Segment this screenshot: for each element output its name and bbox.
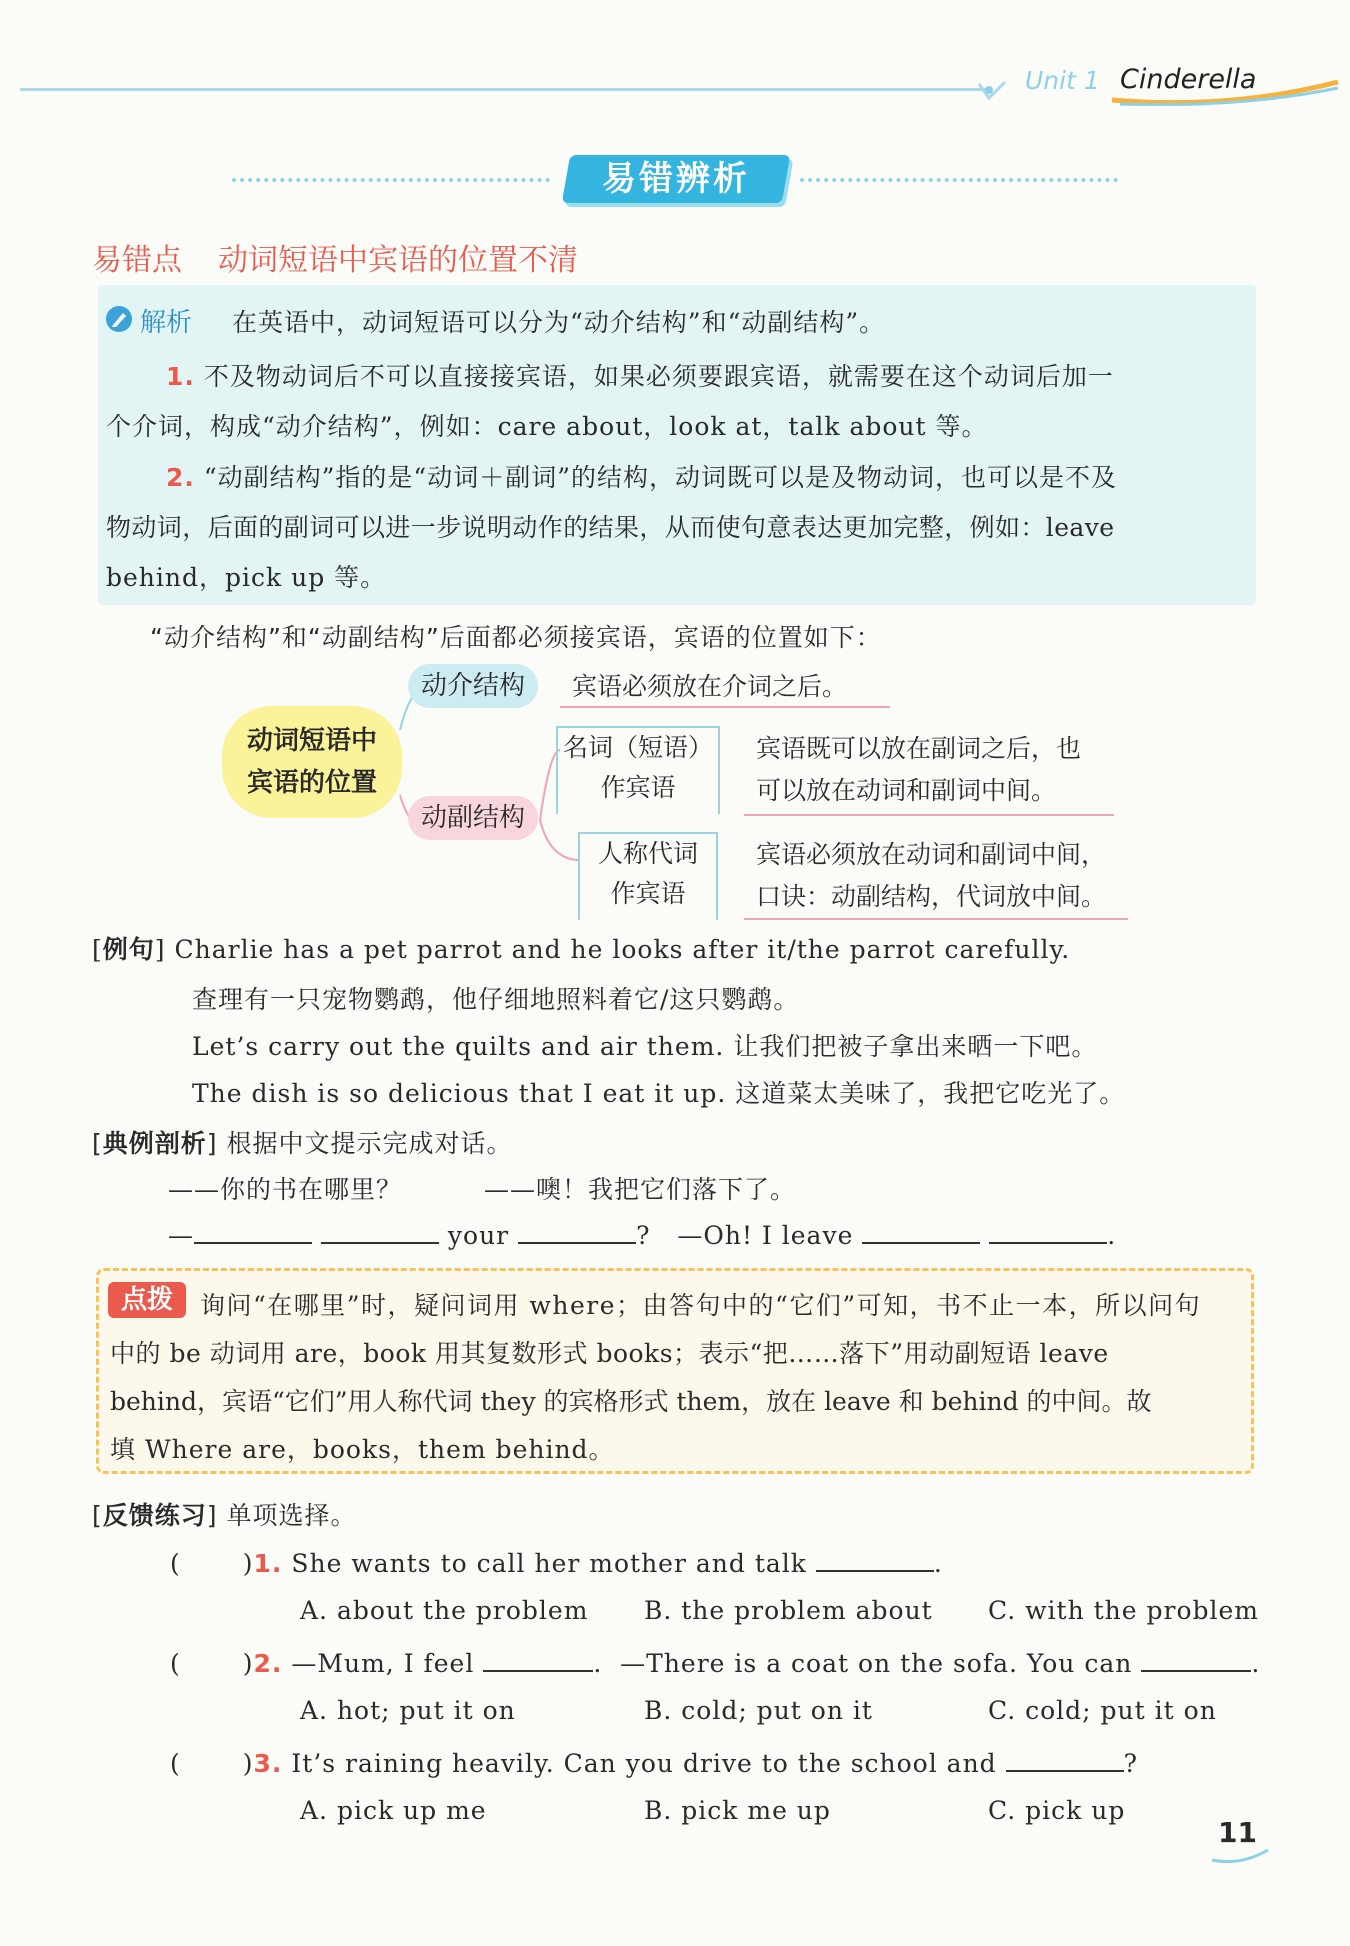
question-1-paren-open: ( [170,1549,181,1578]
error-point-label: 易错点 [92,243,182,278]
question-2-number: 2. [253,1649,283,1678]
header-title: Cinderella [1120,64,1257,95]
question-1-blank[interactable] [816,1546,934,1572]
question-1 [170,1546,943,1578]
mindmap-pronoun-rule-line-1: 宾语必须放在动词和副词中间， [756,840,1107,869]
mindmap-pronoun-rule-line-2: 口诀：动副结构，代词放中间。 [756,882,1107,911]
mindmap-prep-underline [560,706,890,708]
typical-en-period: . [1107,1221,1117,1250]
pencil-icon [106,306,132,332]
example-2-cn: 让我们把被子拿出来晒一下吧。 [733,1032,1098,1061]
example-sentence-1: [例句] Charlie has a pet parrot and he looks after it/the parrot carefully. [92,935,1071,964]
tip-line-4: 填 Where are，books，them behind。 [110,1435,615,1464]
typical-en-dash: — [168,1221,194,1250]
question-3-option-b[interactable]: B. pick me up [644,1796,831,1825]
example-sentence-2 [192,1027,1097,1063]
analysis-point-2-line-3: behind，pick up 等。 [106,563,387,592]
mindmap-pronoun-underline [744,918,1128,920]
mindmap-noun-rule [756,728,1081,812]
example-sentence-3 [192,1074,1125,1110]
answer-blank-4[interactable] [862,1218,980,1244]
practice-label: 反馈练习 [102,1501,207,1530]
typical-label: 典例剖析 [102,1129,207,1158]
question-2-mid: —There is a coat on the sofa. You can [620,1649,1133,1678]
mindmap-center [222,706,402,818]
mindmap-prep-structure: 动介结构 [408,664,538,708]
tip-line-3: behind，宾语“它们”用人称代词 they 的宾格形式 them，放在 leave 和 behind 的中间。故 [110,1387,1152,1416]
mindmap-pronoun-rule [756,834,1106,918]
mindmap-noun-object-line-1: 名词（短语） [562,733,713,762]
answer-blank-2[interactable] [321,1218,439,1244]
mindmap-noun-rule-line-1: 宾语既可以放在副词之后，也 [756,734,1082,763]
question-1-paren-close: ) [242,1549,254,1578]
tip-badge: 点拨 [108,1282,186,1318]
analysis-point-1-line-2: 个介词，构成“动介结构”，例如：care about，look at，talk about 等。 [106,412,988,441]
analysis-point-2 [166,458,1117,494]
analysis-point-1-number: 1. [166,362,195,391]
question-2-stem: —Mum, I feel [291,1649,475,1678]
question-1-option-a[interactable]: A. about the problem [300,1596,589,1625]
banner-dotline-left [232,178,550,182]
mindmap-center-line-1: 动词短语中 [246,726,377,756]
mindmap-adv-structure: 动副结构 [408,796,538,840]
typical-en-dialogue [168,1218,1116,1250]
header-rule [20,88,990,91]
example-2-en: Let’s carry out the quilts and air them. [192,1032,725,1061]
question-1-option-b[interactable]: B. the problem about [644,1596,933,1625]
question-2-option-a[interactable]: A. hot; put it on [300,1696,516,1725]
question-3 [170,1746,1138,1778]
typical-cn-answer: ——噢！我把它们落下了。 [484,1175,797,1204]
mindmap-center-line-2: 宾语的位置 [246,768,377,798]
question-3-answer-slot[interactable] [181,1748,243,1772]
header-swoosh-icon [1110,80,1340,106]
analysis-point-2-line-1: “动副结构”指的是“动词＋副词”的结构，动词既可以是及物动词，也可以是不及 [203,463,1117,492]
question-2-blank-2[interactable] [1141,1646,1251,1672]
example-3-cn: 这道菜太美味了，我把它吃光了。 [735,1079,1126,1108]
question-1-stem: She wants to call her mother and talk [291,1549,807,1578]
mindmap-noun-object-line-2: 作宾语 [600,773,676,802]
question-3-option-c[interactable]: C. pick up [988,1796,1126,1825]
question-3-paren-open: ( [170,1749,181,1778]
question-2-option-b[interactable]: B. cold; put on it [644,1696,873,1725]
answer-blank-5[interactable] [989,1218,1107,1244]
example-label: 例句 [102,935,155,964]
mindmap-noun-rule-line-2: 可以放在动词和副词中间。 [756,776,1057,805]
mindmap-prep-rule: 宾语必须放在介词之后。 [572,672,848,701]
analysis-point-1-line-1: 不及物动词后不可以直接接宾语，如果必须要跟宾语，就需要在这个动词后加一 [203,362,1114,391]
analysis-point-2-line-2: 物动词，后面的副词可以进一步说明动作的结果，从而使句意表达更加完整，例如：leave [106,513,1115,542]
typical-en-qmark: ? [636,1221,651,1250]
typical-en-your: your [447,1221,510,1250]
answer-blank-1[interactable] [194,1218,312,1244]
typical-example-heading: [典例剖析] 根据中文提示完成对话。 [92,1129,513,1158]
analysis-intro: 在英语中，动词短语可以分为“动介结构”和“动副结构”。 [232,308,886,337]
page-number-swoosh-icon [1210,1848,1270,1864]
answer-blank-3[interactable] [518,1218,636,1244]
page-number: 11 [1218,1816,1257,1849]
question-3-option-a[interactable]: A. pick up me [300,1796,487,1825]
example-1-cn: 查理有一只宠物鹦鹉，他仔细地照料着它/这只鹦鹉。 [192,985,800,1014]
mindmap-intro: “动介结构”和“动副结构”后面都必须接宾语，宾语的位置如下： [150,623,882,652]
typical-cn-question: ——你的书在哪里？ [168,1175,403,1204]
tip-line-1: 询问“在哪里”时，疑问词用 where；由答句中的“它们”可知，书不止一本，所以问句 [200,1291,1202,1320]
banner-dotline-right [800,178,1118,182]
analysis-point-2-number: 2. [166,463,195,492]
question-3-paren-close: ) [242,1749,254,1778]
mindmap-pronoun-object-line-1: 人称代词 [597,839,698,868]
mindmap-pronoun-object [578,832,718,920]
typical-en-answer: —Oh! I leave [677,1221,854,1250]
mindmap-noun-object [556,726,720,814]
question-3-stem: It’s raining heavily. Can you drive to the school and [291,1749,997,1778]
header-check-icon [975,78,1009,104]
header-unit: Unit 1 [1025,66,1100,95]
question-2-tail: . [1251,1649,1261,1678]
question-3-tail: ? [1123,1749,1139,1778]
analysis-label: 解析 [140,308,193,338]
practice-instruction: 单项选择。 [226,1501,357,1530]
analysis-point-1 [166,357,1114,393]
question-2-paren-close: ) [242,1649,254,1678]
question-3-blank[interactable] [1006,1746,1124,1772]
question-2-paren-open: ( [170,1649,181,1678]
typical-instruction: 根据中文提示完成对话。 [226,1129,513,1158]
practice-heading: [反馈练习] 单项选择。 [92,1501,357,1530]
mindmap-pronoun-object-line-2: 作宾语 [610,879,686,908]
question-1-option-c[interactable]: C. with the problem [988,1596,1260,1625]
question-2-answer-slot[interactable] [181,1648,243,1672]
question-2-blank-1[interactable] [483,1646,593,1672]
example-3-en: The dish is so delicious that I eat it up. [192,1079,727,1108]
error-point-title: 动词短语中宾语的位置不清 [218,243,578,278]
question-1-number: 1. [253,1549,283,1578]
tip-line-2: 中的 be 动词用 are，book 用其复数形式 books；表示“把……落下”用动副短语 leave [110,1339,1109,1368]
question-2: ( )2. —Mum, I feel . —There is a coat on the sofa. You can . [170,1646,1260,1678]
example-1-en: Charlie has a pet parrot and he looks after it/the parrot carefully. [174,935,1071,964]
question-1-answer-slot[interactable] [181,1548,243,1572]
question-3-number: 3. [253,1749,283,1778]
question-2-option-c[interactable]: C. cold; put it on [988,1696,1217,1725]
section-title: 易错辨析 [602,159,750,199]
question-1-tail: . [933,1549,943,1578]
mindmap-noun-underline [744,814,1114,816]
error-point-heading [92,235,614,279]
